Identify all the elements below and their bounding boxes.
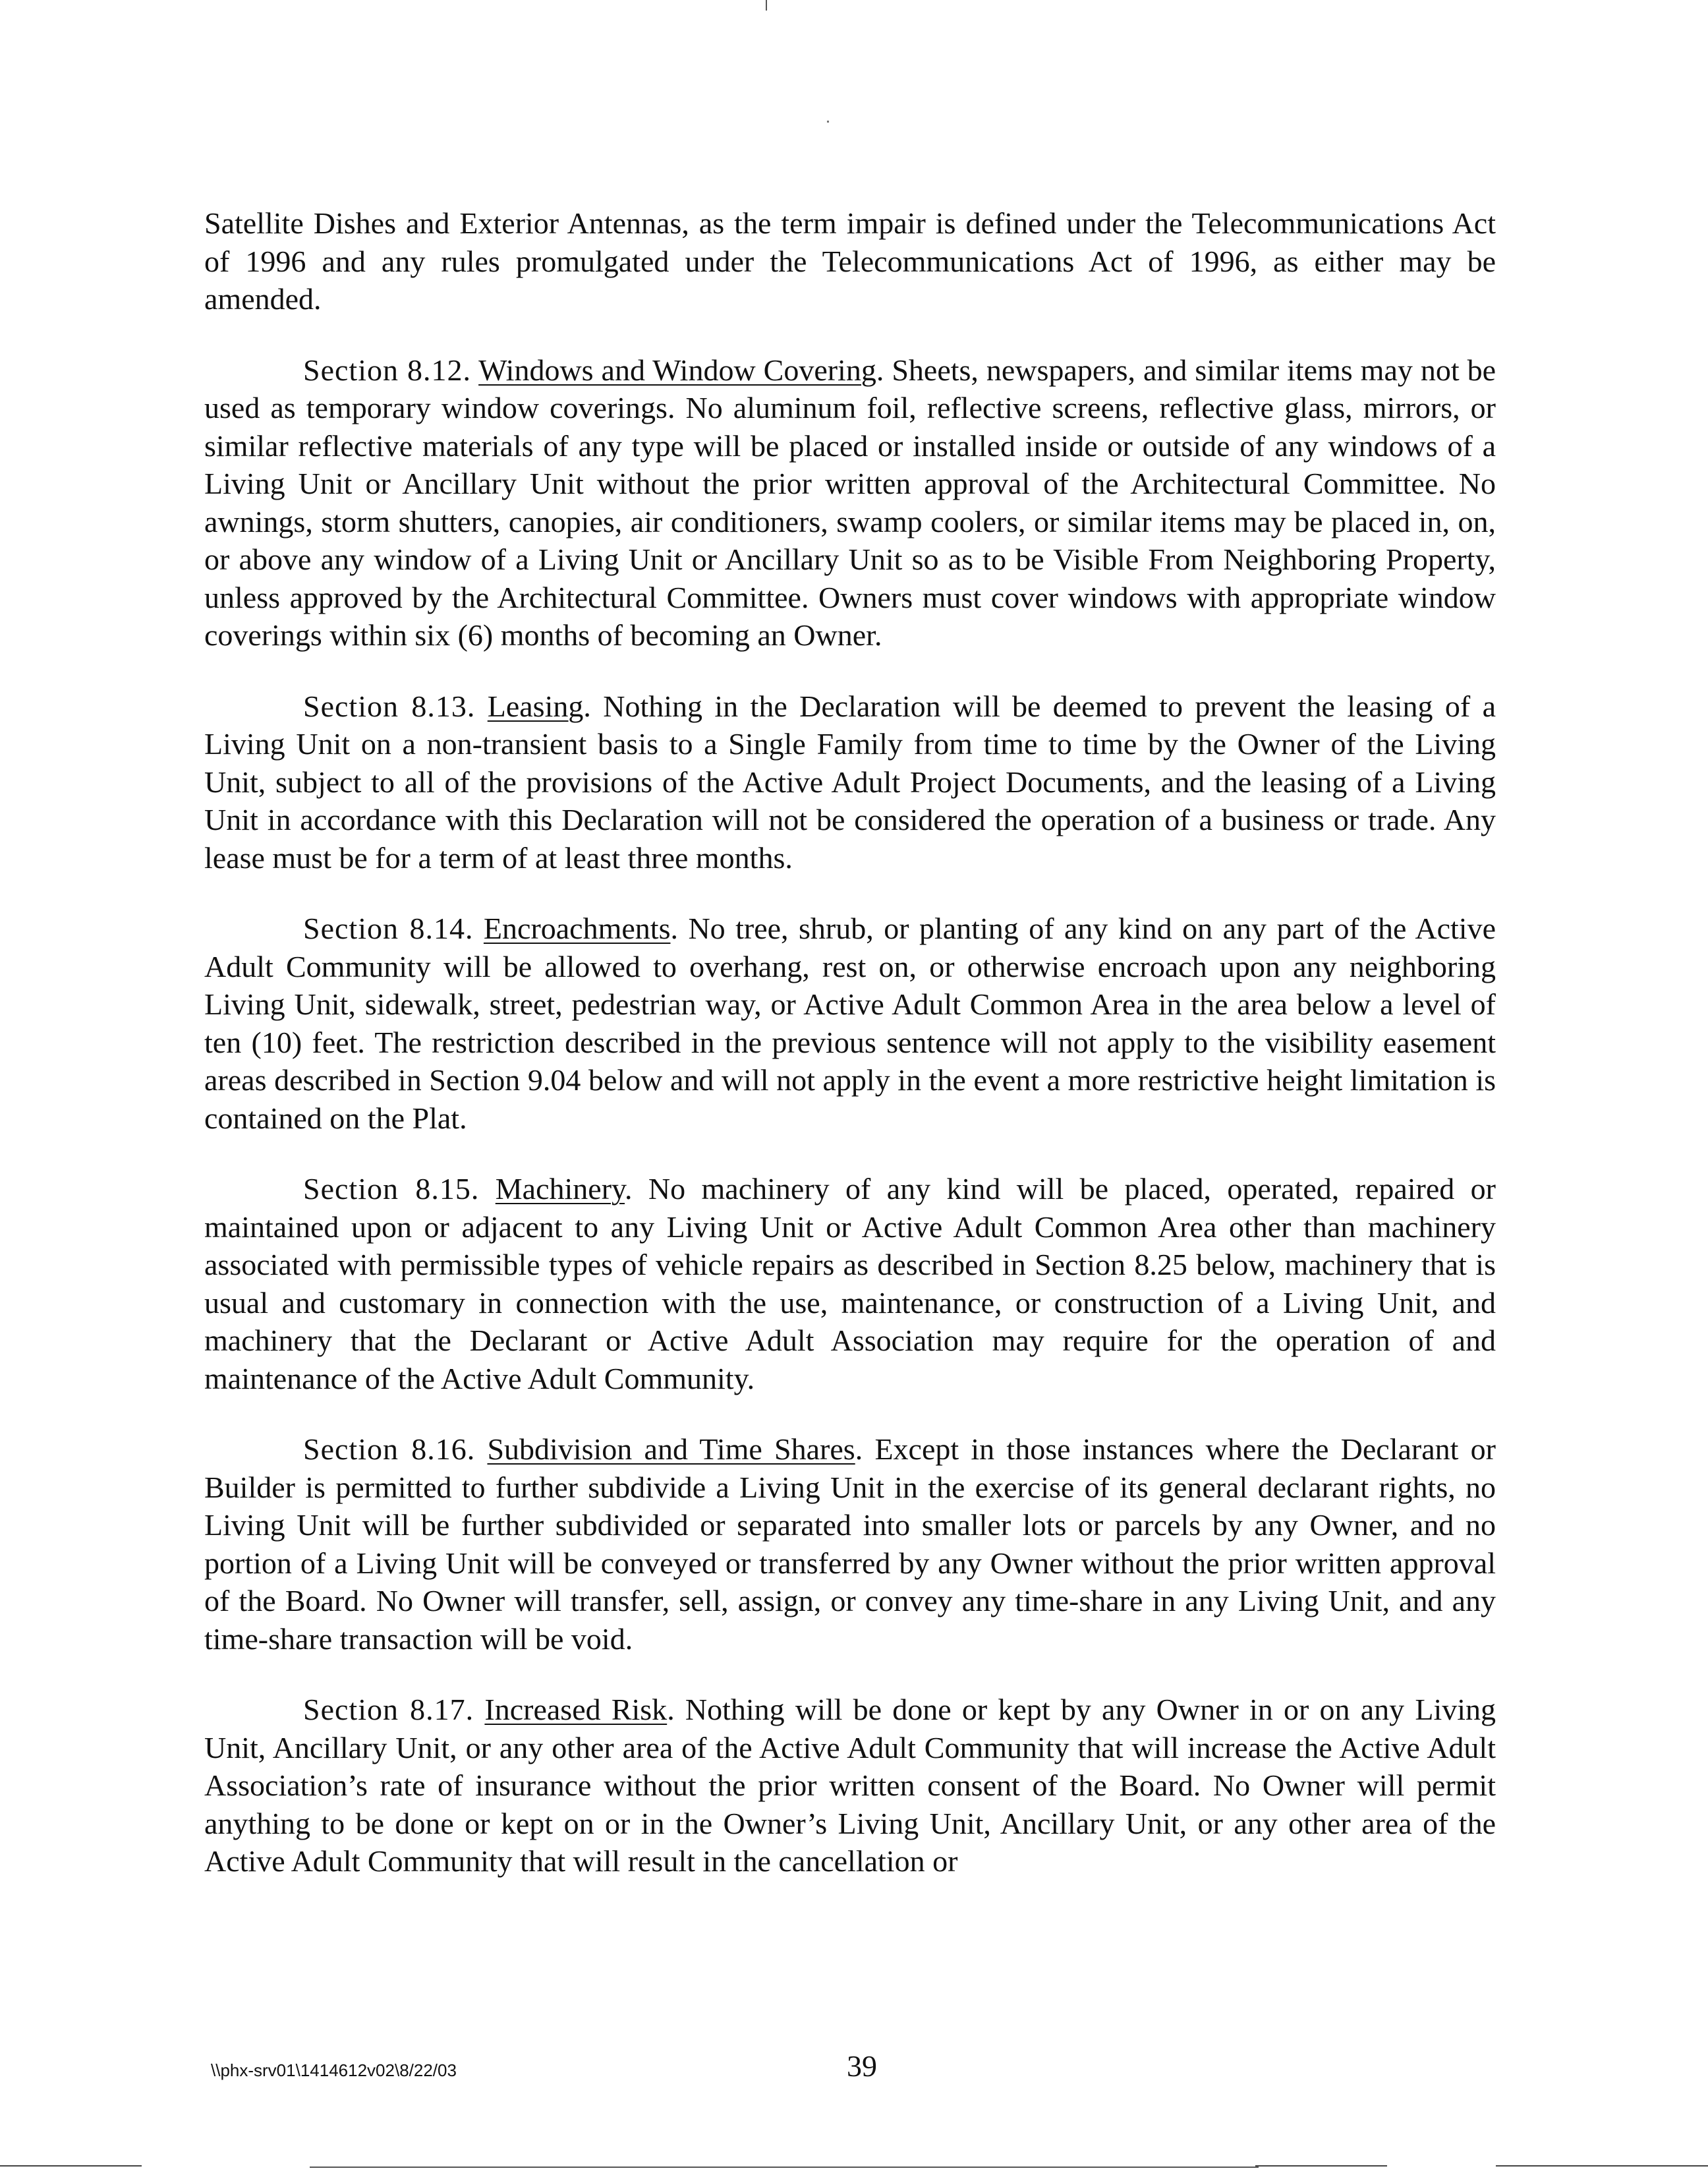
page-number: 39 [847, 2049, 877, 2083]
document-page [204, 204, 1496, 1880]
section-paragraph: Section 8.16. Subdivision and Time Shares. Except in those instances where the Declarant or Builder is permitted to further subdivide a Living Unit in the exercise of its general declarant rights, no Living Unit will be further subdivided or separated into smaller lots or parcels by any Owner, and no portion of a Living Unit will be conveyed or transferred by any Owner without the prior written approval of the Board. No Owner will transfer, sell, assign, or convey any time-share in any Living Unit, and any time-share transaction will be void. [204, 1432, 1496, 1656]
scan-edge-line [1496, 2165, 1708, 2167]
section-title: Increased Risk [484, 1693, 668, 1726]
section-paragraph: Section 8.14. Encroachments. No tree, shrub, or planting of any kind on any part of the Active Adult Community will be allowed to overhang, rest on, or otherwise encroach upon any neighboring Living Unit, sidewalk, street, pedestrian way, or Active Adult Common Area in the area below a level of ten (10) feet. The restriction described in the previous sentence will not apply to the visibility easement areas described in Section 9.04 below and will not apply in the event a more restrictive height limitation is contained on the Plat. [204, 912, 1496, 1135]
scan-speck [827, 121, 829, 123]
section-body: Nothing in the Declaration will be deemed to prevent the leasing of a Living Unit on a non-transient basis to a Single Family from time to time by the Owner of the Living Unit, subject to all of the provisions of the Active Adult Project Documents, and the leasing of a Living Unit in accordance with this Declaration will not be considered the operation of a business or trade. Any lease must be for a term of at least three months. [204, 689, 1496, 875]
section-8-12 [204, 351, 1496, 655]
intro-paragraph: Satellite Dishes and Exterior Antennas, as the term impair is defined under the Telecommunications Act of 1996 and any rules promulgated under the Telecommunications Act of 1996, as either may be amended. [204, 206, 1496, 316]
section-8-14 [204, 910, 1496, 1137]
scan-edge-line [0, 2165, 142, 2167]
section-number: Section 8.12. [303, 353, 471, 387]
scan-edge-line [310, 2167, 1259, 2168]
section-8-15 [204, 1170, 1496, 1397]
section-body: Except in those instances where the Declarant or Builder is permitted to further subdivide a Living Unit in the exercise of its general declarant rights, no Living Unit will be further subdivided or separated into smaller lots or parcels by any Owner, and no portion of a Living Unit will be conveyed or transferred by any Owner without the prior written approval of the Board. No Owner will transfer, sell, assign, or convey any time-share in any Living Unit, and any time-share transaction will be void. [204, 1432, 1496, 1656]
section-body: Sheets, newspapers, and similar items may not be used as temporary window coverings. No aluminum foil, reflective screens, reflective glass, mirrors, or similar reflective materials of any type will be placed or installed inside or outside of any windows of a Living Unit or Ancillary Unit without the prior written approval of the Architectural Committee. No awnings, storm shutters, canopies, air conditioners, swamp coolers, or similar items may be placed in, on, or above any window of a Living Unit or Ancillary Unit so as to be Visible From Neighboring Property, unless approved by the Architectural Committee. Owners must cover windows with appropriate window coverings within six (6) months of becoming an Owner. [204, 353, 1496, 652]
section-paragraph: Section 8.12. Windows and Window Covering. Sheets, newspapers, and similar items may not be used as temporary window coverings. No aluminum foil, reflective screens, reflective glass, mirrors, or similar reflective materials of any type will be placed or installed inside or outside of any windows of a Living Unit or Ancillary Unit without the prior written approval of the Architectural Committee. No awnings, storm shutters, canopies, air conditioners, swamp coolers, or similar items may be placed in, on, or above any window of a Living Unit or Ancillary Unit so as to be Visible From Neighboring Property, unless approved by the Architectural Committee. Owners must cover windows with appropriate window coverings within six (6) months of becoming an Owner. [204, 353, 1496, 652]
section-paragraph: Section 8.13. Leasing. Nothing in the Declaration will be deemed to prevent the leasing of a Living Unit on a non-transient basis to a Single Family from time to time by the Owner of the Living Unit, subject to all of the provisions of the Active Adult Project Documents, and the leasing of a Living Unit in accordance with this Declaration will not be considered the operation of a business or trade. Any lease must be for a term of at least three months. [204, 689, 1496, 875]
section-paragraph: Section 8.15. Machinery. No machinery of any kind will be placed, operated, repaired or maintained upon or adjacent to any Living Unit or Active Adult Common Area other than machinery associated with permissible types of vehicle repairs as described in Section 8.25 below, machinery that is usual and customary in connection with the use, maintenance, or construction of a Living Unit, and machinery that the Declarant or Active Adult Association may require for the operation of and maintenance of the Active Adult Community. [204, 1172, 1496, 1395]
section-body: Nothing will be done or kept by any Owner in or on any Living Unit, Ancillary Unit, or any other area of the Active Adult Community that will increase the Active Adult Association’s rate of insurance without the prior written consent of the Board. No Owner will permit anything to be done or kept on or in the Owner’s Living Unit, Ancillary Unit, or any other area of the Active Adult Community that will result in the cancellation or [204, 1693, 1496, 1878]
section-number: Section 8.14. [303, 912, 474, 945]
section-paragraph: Section 8.17. Increased Risk. Nothing will be done or kept by any Owner in or on any Living Unit, Ancillary Unit, or any other area of the Active Adult Community that will increase the Active Adult Association’s rate of insurance without the prior written consent of the Board. No Owner will permit anything to be done or kept on or in the Owner’s Living Unit, Ancillary Unit, or any other area of the Active Adult Community that will result in the cancellation or [204, 1693, 1496, 1878]
scan-mark-top [766, 0, 767, 11]
section-8-16 [204, 1430, 1496, 1658]
file-reference: \\phx-srv01\1414612v02\8/22/03 [211, 2060, 457, 2080]
section-title: Leasing [487, 689, 584, 723]
section-8-17 [204, 1691, 1496, 1880]
section-title: Subdivision and Time Shares [487, 1432, 855, 1466]
section-title: Machinery [495, 1172, 625, 1206]
section-body: No machinery of any kind will be placed, operated, repaired or maintained upon or adjacent to any Living Unit or Active Adult Common Area other than machinery associated with permissible types of vehicle repairs as described in Section 8.25 below, machinery that is usual and customary in connection with the use, maintenance, or construction of a Living Unit, and machinery that the Declarant or Active Adult Association may require for the operation of and maintenance of the Active Adult Community. [204, 1172, 1496, 1395]
section-number: Section 8.13. [303, 689, 476, 723]
section-number: Section 8.16. [303, 1432, 476, 1466]
section-title: Encroachments [483, 912, 671, 945]
section-number: Section 8.17. [303, 1693, 474, 1726]
page-footer [0, 2049, 1708, 2088]
section-number: Section 8.15. [303, 1172, 480, 1206]
section-8-13 [204, 687, 1496, 877]
scan-edge-line [1255, 2165, 1387, 2167]
section-body: No tree, shrub, or planting of any kind on any part of the Active Adult Community will be allowed to overhang, rest on, or otherwise encroach upon any neighboring Living Unit, sidewalk, street, pedestrian way, or Active Adult Common Area in the area below a level of ten (10) feet. The restriction described in the previous sentence will not apply to the visibility easement areas described in Section 9.04 below and will not apply in the event a more restrictive height limitation is contained on the Plat. [204, 912, 1496, 1135]
section-title: Windows and Window Covering [478, 353, 876, 387]
